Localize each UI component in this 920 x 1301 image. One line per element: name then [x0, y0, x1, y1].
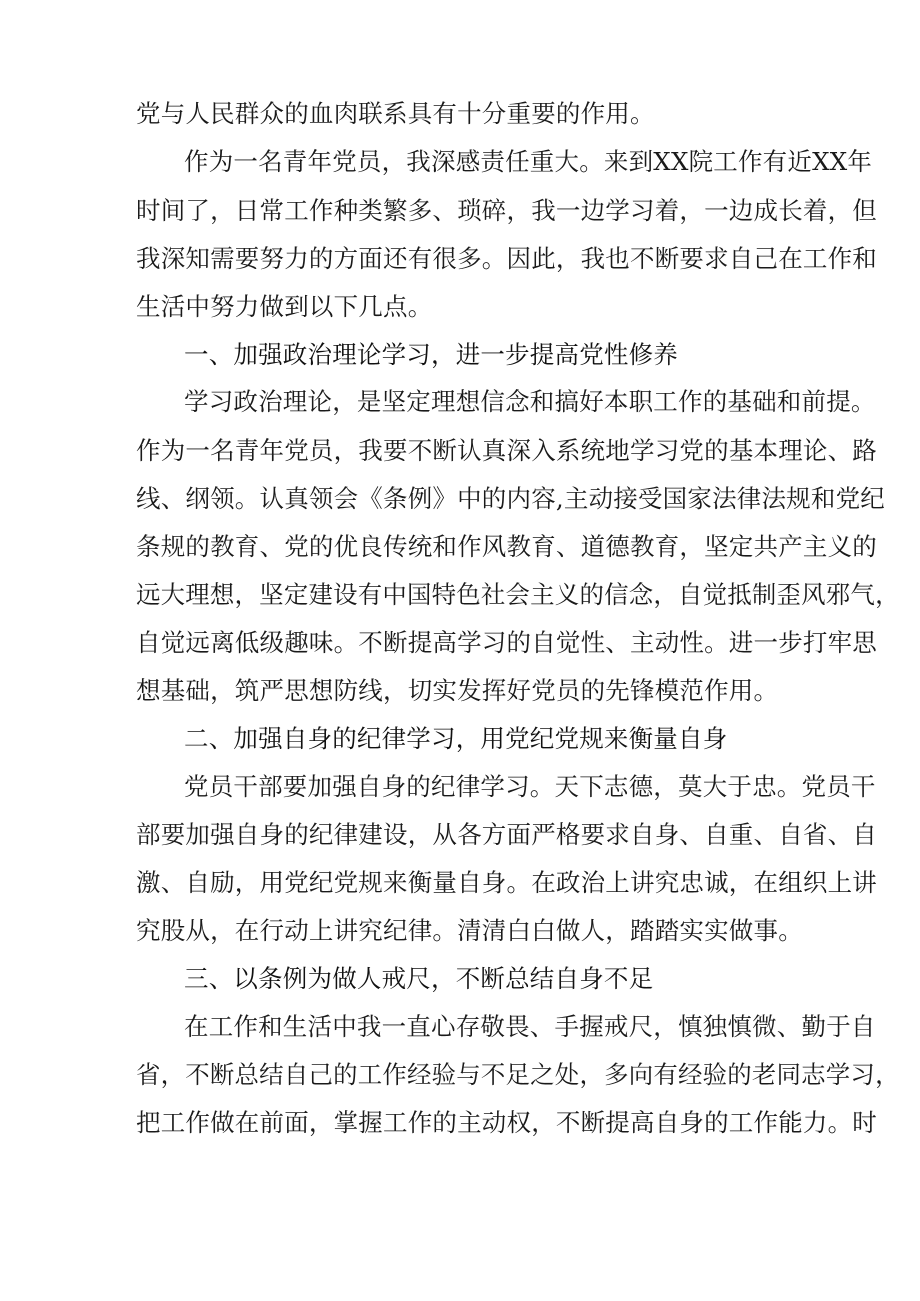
- paragraph-line: 作为一名青年党员，我要不断认真深入系统地学习党的基本理论、路: [136, 436, 877, 465]
- paragraph-line: 学习政治理论，是坚定理想信念和搞好本职工作的基础和前提。: [184, 387, 876, 416]
- paragraph-line: 激、自励，用党纪党规来衡量自身。在政治上讲究忠诚，在组织上讲: [136, 868, 877, 897]
- paragraph-line: 远大理想，坚定建设有中国特色社会主义的信念，自觉抵制歪风邪气，: [136, 580, 900, 609]
- paragraph-line: 党与人民群众的血肉联系具有十分重要的作用。: [136, 99, 655, 128]
- paragraph-line: 省，不断总结自己的工作经验与不足之处，多向有经验的老同志学习，: [136, 1060, 900, 1089]
- paragraph-line: 条规的教育、党的优良传统和作风教育、道德教育，坚定共产主义的: [136, 532, 877, 561]
- paragraph-line: 我深知需要努力的方面还有很多。因此，我也不断要求自己在工作和: [136, 244, 877, 273]
- paragraph-line: 作为一名青年党员，我深感责任重大。来到XX院工作有近XX年: [184, 147, 873, 176]
- paragraph-line: 把工作做在前面，掌握工作的主动权，不断提高自身的工作能力。时: [136, 1108, 877, 1137]
- paragraph-line: 党员干部要加强自身的纪律学习。天下志德，莫大于忠。党员干: [184, 772, 876, 801]
- section-heading: 三、以条例为做人戒尺，不断总结自身不足: [184, 964, 654, 993]
- paragraph-line: 在工作和生活中我一直心存敬畏、手握戒尺，慎独慎微、勤于自: [184, 1012, 876, 1041]
- paragraph-line: 线、纲领。认真领会《条例》中的内容,主动接受国家法律法规和党纪: [136, 484, 885, 513]
- paragraph-line: 部要加强自身的纪律建设，从各方面严格要求自身、自重、自省、自: [136, 820, 877, 849]
- paragraph-line: 时间了，日常工作种类繁多、琐碎，我一边学习着，一边成长着，但: [136, 196, 877, 225]
- paragraph-line: 生活中努力做到以下几点。: [136, 292, 433, 321]
- paragraph-line: 究股从，在行动上讲究纪律。清清白白做人，踏踏实实做事。: [136, 916, 803, 945]
- section-heading: 二、加强自身的纪律学习，用党纪党规来衡量自身: [184, 724, 728, 753]
- paragraph-line: 想基础，筑严思想防线，切实发挥好党员的先锋模范作用。: [136, 676, 779, 705]
- section-heading: 一、加强政治理论学习，进一步提高党性修养: [184, 340, 678, 369]
- paragraph-line: 自觉远离低级趣味。不断提高学习的自觉性、主动性。进一步打牢思: [136, 628, 877, 657]
